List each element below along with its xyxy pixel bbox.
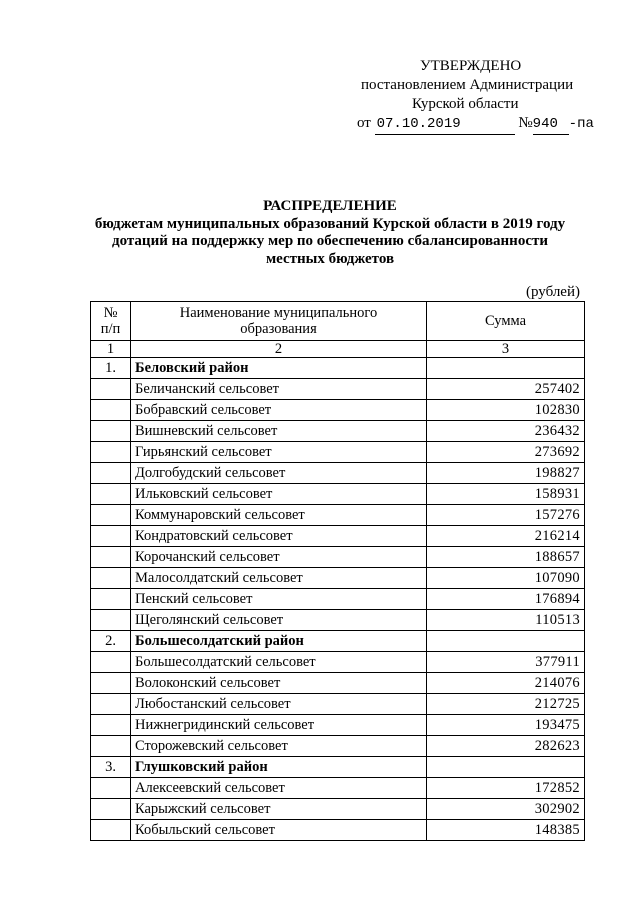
row-amount: 216214 <box>427 526 585 547</box>
header-number-line-1: № <box>103 305 118 321</box>
approval-heading: УТВЕРЖДЕНО <box>420 58 522 74</box>
row-name: Большесолдатский сельсовет <box>131 652 427 673</box>
row-amount: 193475 <box>427 715 585 736</box>
district-row <box>91 631 585 652</box>
table-row <box>91 505 585 526</box>
table-row <box>91 379 585 400</box>
approval-resolution-text: постановлением Администрации <box>361 77 574 93</box>
distribution-table <box>90 301 585 841</box>
table-row <box>91 463 585 484</box>
row-amount: 377911 <box>427 652 585 673</box>
row-amount: 257402 <box>427 379 585 400</box>
number-suffix: -па <box>568 116 594 132</box>
table-row <box>91 442 585 463</box>
row-number <box>91 442 131 463</box>
table-row <box>91 589 585 610</box>
row-number: 1. <box>91 358 131 379</box>
header-name-line-2: образования <box>240 321 317 337</box>
row-amount: 158931 <box>427 484 585 505</box>
district-row <box>91 358 585 379</box>
approval-date: 07.10.2019 <box>375 115 515 135</box>
row-number <box>91 547 131 568</box>
row-number: 2. <box>91 631 131 652</box>
table-row <box>91 400 585 421</box>
row-number <box>91 673 131 694</box>
row-number <box>91 715 131 736</box>
header-name <box>131 302 427 341</box>
row-amount: 107090 <box>427 568 585 589</box>
row-number <box>91 694 131 715</box>
row-name: Ильковский сельсовет <box>131 484 427 505</box>
header-number <box>91 302 131 341</box>
row-name: Беловский район <box>131 358 427 379</box>
row-name: Волоконский сельсовет <box>131 673 427 694</box>
row-number <box>91 568 131 589</box>
document-title <box>80 198 580 268</box>
row-number <box>91 820 131 841</box>
row-amount: 157276 <box>427 505 585 526</box>
table-header-row <box>91 302 585 341</box>
row-number <box>91 799 131 820</box>
row-name: Сторожевский сельсовет <box>131 736 427 757</box>
table-row <box>91 778 585 799</box>
row-name: Бобравский сельсовет <box>131 400 427 421</box>
table-row <box>91 421 585 442</box>
approval-date-line <box>355 114 595 135</box>
date-prefix: от <box>357 115 371 131</box>
row-name: Алексеевский сельсовет <box>131 778 427 799</box>
table-row <box>91 673 585 694</box>
row-name: Пенский сельсовет <box>131 589 427 610</box>
row-name: Долгобудский сельсовет <box>131 463 427 484</box>
row-amount <box>427 757 585 778</box>
row-amount: 176894 <box>427 589 585 610</box>
row-number <box>91 736 131 757</box>
row-name: Нижнегридинский сельсовет <box>131 715 427 736</box>
row-amount: 102830 <box>427 400 585 421</box>
title-line-3: дотаций на поддержку мер по обеспечению сбалансированности <box>111 233 548 249</box>
row-amount: 148385 <box>427 820 585 841</box>
number-prefix: № <box>518 115 533 131</box>
row-amount: 302902 <box>427 799 585 820</box>
row-name: Карыжский сельсовет <box>131 799 427 820</box>
row-number <box>91 526 131 547</box>
header-number-line-2: п/п <box>100 321 121 337</box>
table-row <box>91 715 585 736</box>
approval-stamp <box>355 57 595 135</box>
row-number <box>91 421 131 442</box>
index-cell-1: 1 <box>91 341 131 358</box>
row-number <box>91 400 131 421</box>
row-amount: 214076 <box>427 673 585 694</box>
table-row <box>91 820 585 841</box>
row-amount: 188657 <box>427 547 585 568</box>
row-name: Кобыльский сельсовет <box>131 820 427 841</box>
row-name: Большесолдатский район <box>131 631 427 652</box>
row-number <box>91 379 131 400</box>
table-row <box>91 799 585 820</box>
row-amount: 212725 <box>427 694 585 715</box>
row-number <box>91 505 131 526</box>
row-name: Щеголянский сельсовет <box>131 610 427 631</box>
table-row <box>91 610 585 631</box>
table-row <box>91 484 585 505</box>
table-row <box>91 568 585 589</box>
table-row <box>91 736 585 757</box>
row-amount: 273692 <box>427 442 585 463</box>
row-name: Беличанский сельсовет <box>131 379 427 400</box>
index-cell-2: 2 <box>131 341 427 358</box>
row-number <box>91 484 131 505</box>
row-amount <box>427 358 585 379</box>
table-row <box>91 694 585 715</box>
table-row <box>91 547 585 568</box>
row-name: Гирьянский сельсовет <box>131 442 427 463</box>
approval-number: 940 <box>533 115 569 135</box>
table-index-row <box>91 341 585 358</box>
row-name: Любостанский сельсовет <box>131 694 427 715</box>
units-label: (рублей) <box>525 284 580 300</box>
header-amount: Сумма <box>427 302 585 341</box>
row-name: Малосолдатский сельсовет <box>131 568 427 589</box>
row-number <box>91 463 131 484</box>
row-name: Вишневский сельсовет <box>131 421 427 442</box>
title-line-2: бюджетам муниципальных образований Курской области в 2019 году <box>94 215 566 232</box>
row-name: Кондратовский сельсовет <box>131 526 427 547</box>
row-name: Коммунаровский сельсовет <box>131 505 427 526</box>
row-amount: 172852 <box>427 778 585 799</box>
index-cell-3: 3 <box>427 341 585 358</box>
row-number: 3. <box>91 757 131 778</box>
row-name: Корочанский сельсовет <box>131 547 427 568</box>
row-amount: 110513 <box>427 610 585 631</box>
table-row <box>91 526 585 547</box>
row-number <box>91 778 131 799</box>
district-row <box>91 757 585 778</box>
title-line-1: РАСПРЕДЕЛЕНИЕ <box>263 198 397 214</box>
table-row <box>91 652 585 673</box>
row-amount: 282623 <box>427 736 585 757</box>
row-number <box>91 610 131 631</box>
title-line-4: местных бюджетов <box>265 250 395 267</box>
row-number <box>91 589 131 610</box>
header-name-line-1: Наименование муниципального <box>179 305 378 321</box>
approval-region-text: Курской области <box>412 96 519 112</box>
row-amount: 198827 <box>427 463 585 484</box>
row-amount <box>427 631 585 652</box>
row-number <box>91 652 131 673</box>
row-name: Глушковский район <box>131 757 427 778</box>
row-amount: 236432 <box>427 421 585 442</box>
